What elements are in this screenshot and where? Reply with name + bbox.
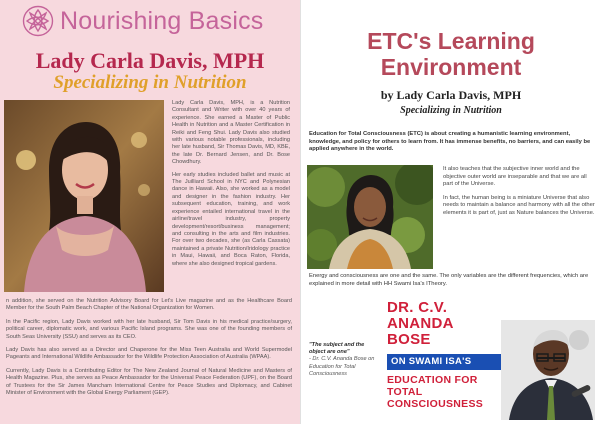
bio-paragraph: n addition, she served on the Nutrition Advisory Board for Let's Live magazine and as the Healthcare Board Member for the South Palm Beach Chapter of the National Organization for Women. (6, 298, 292, 312)
article-title-line: ETC's Learning (367, 28, 535, 54)
article-photo (307, 165, 433, 269)
poster-subject-line: EDUCATION FOR (387, 374, 478, 386)
right-page (300, 0, 600, 424)
bio-paragraph: Lady Carla Davis, MPH, is a Nutrition Consultant and Writer with over 40 years of experience. She earned a Master of Public Health in Nutrition and a Master Certification in Reiki and Feng Shui. Lady Davis also studied with various notable professionals, including her late husband, Sir Thomas Davis, MD, KBE, the late Dr. Bernard Jensen, and Dr. Bose Chowdhury. (172, 100, 290, 166)
author-name: Lady Carla Davis, MPH (35, 48, 265, 73)
pull-quote-text: "The subject and the object are one" (309, 342, 365, 356)
poster-portrait (501, 320, 595, 420)
bio-paragraph: Her early studies included ballet and music at The Juilliard School in NYC and Polynesian dance in Hawaii. Also, she worked as a model and designer in the fashion industry. Her subsequent education, training, and work experience entailed international travel in the airline/travel industry, property development/resort/business management; and consulting in the arts and film industries. For over two decades, she (as Carla Cassata) maintained a private Nutrition/Iridology practice in Maui, Hawaii, and Boca Raton, Florida, where she also designed tropical gardens. (172, 171, 290, 267)
poster-subject-line: TOTAL (387, 386, 423, 398)
article-paragraph: It also teaches that the subjective inner world and the objective outer world are inseparable and that we are all part of the Universe. (443, 166, 587, 188)
article-side-text (443, 166, 595, 224)
pull-quote-credit: - Dr. C.V. Ananda Bose on Education for Total Consciousness (309, 356, 375, 377)
article-subtitle: Specializing in Nutrition (400, 105, 502, 116)
brand-name: Nourishing Basics (60, 6, 264, 35)
lotus-logo-icon (22, 5, 54, 37)
article-paragraph: Energy and consciousness are one and the same. The only variables are the different frequencies, which are explained in more detail with HH Swami Isa's ITheory. (309, 273, 589, 287)
bio-column (172, 100, 290, 273)
article-paragraph: In fact, the human being is a miniature Universe that also needs to maintain a balance and harmony with all the other elements it is part of, just as Nature balances the Universe. (443, 194, 595, 216)
pull-quote (309, 342, 377, 378)
promo-poster (383, 298, 595, 420)
poster-subject-line: CONSCIOUSNESS (387, 398, 484, 410)
poster-name-line: BOSE (387, 331, 431, 348)
bio-paragraph: In the Pacific region, Lady Davis worked with her late husband, Sir Tom Davis in his medical practice/surgery, political career, diplomatic work, and various Pacific Island programs. She was one of the founding members of South Seas University (SSU) and serves as its CEO. (6, 318, 292, 340)
poster-name (387, 300, 491, 348)
brand-header (22, 4, 264, 38)
poster-subject (387, 374, 505, 410)
poster-banner: ON SWAMI ISA'S (387, 354, 503, 370)
article-intro: Education for Total Consciousness (ETC) is about creating a humanistic learning environment, knowledge, and policy for others to learn from. It has immense benefits, no barriers, and can easily be applied anywhere in the world. (309, 131, 591, 153)
article-title-line: Environment (380, 54, 522, 80)
poster-name-line: DR. C.V. (387, 299, 448, 316)
article-byline: by Lady Carla Davis, MPH (380, 88, 522, 102)
bio-paragraph: Currently, Lady Davis is a Contributing Editor for The New Zealand Journal of Natural Medicine and Masters of Health Magazine. Plus, she serves as Peace Ambassador for the Universal Peace Federation (UPF), on the Board of Trustees for the Sir James Mancham International Centre for Peace Studies and Diplomacy, and Cabinet Minister of Environment with the Global Energy Parliament (GEP). (6, 367, 292, 397)
bio-paragraph: Lady Davis has also served as a Director and Chaperone for the Miss Teen Australia and World Supermodel Pageants and International Wildlife Ambassador for the Wildlife Protection Association of Australia (WPAA). (6, 347, 292, 361)
tagline: Specializing in Nutrition (53, 72, 247, 93)
author-photo (4, 100, 164, 292)
bio-continued (6, 298, 292, 403)
article-title (301, 28, 600, 80)
poster-name-line: ANANDA (387, 315, 454, 332)
